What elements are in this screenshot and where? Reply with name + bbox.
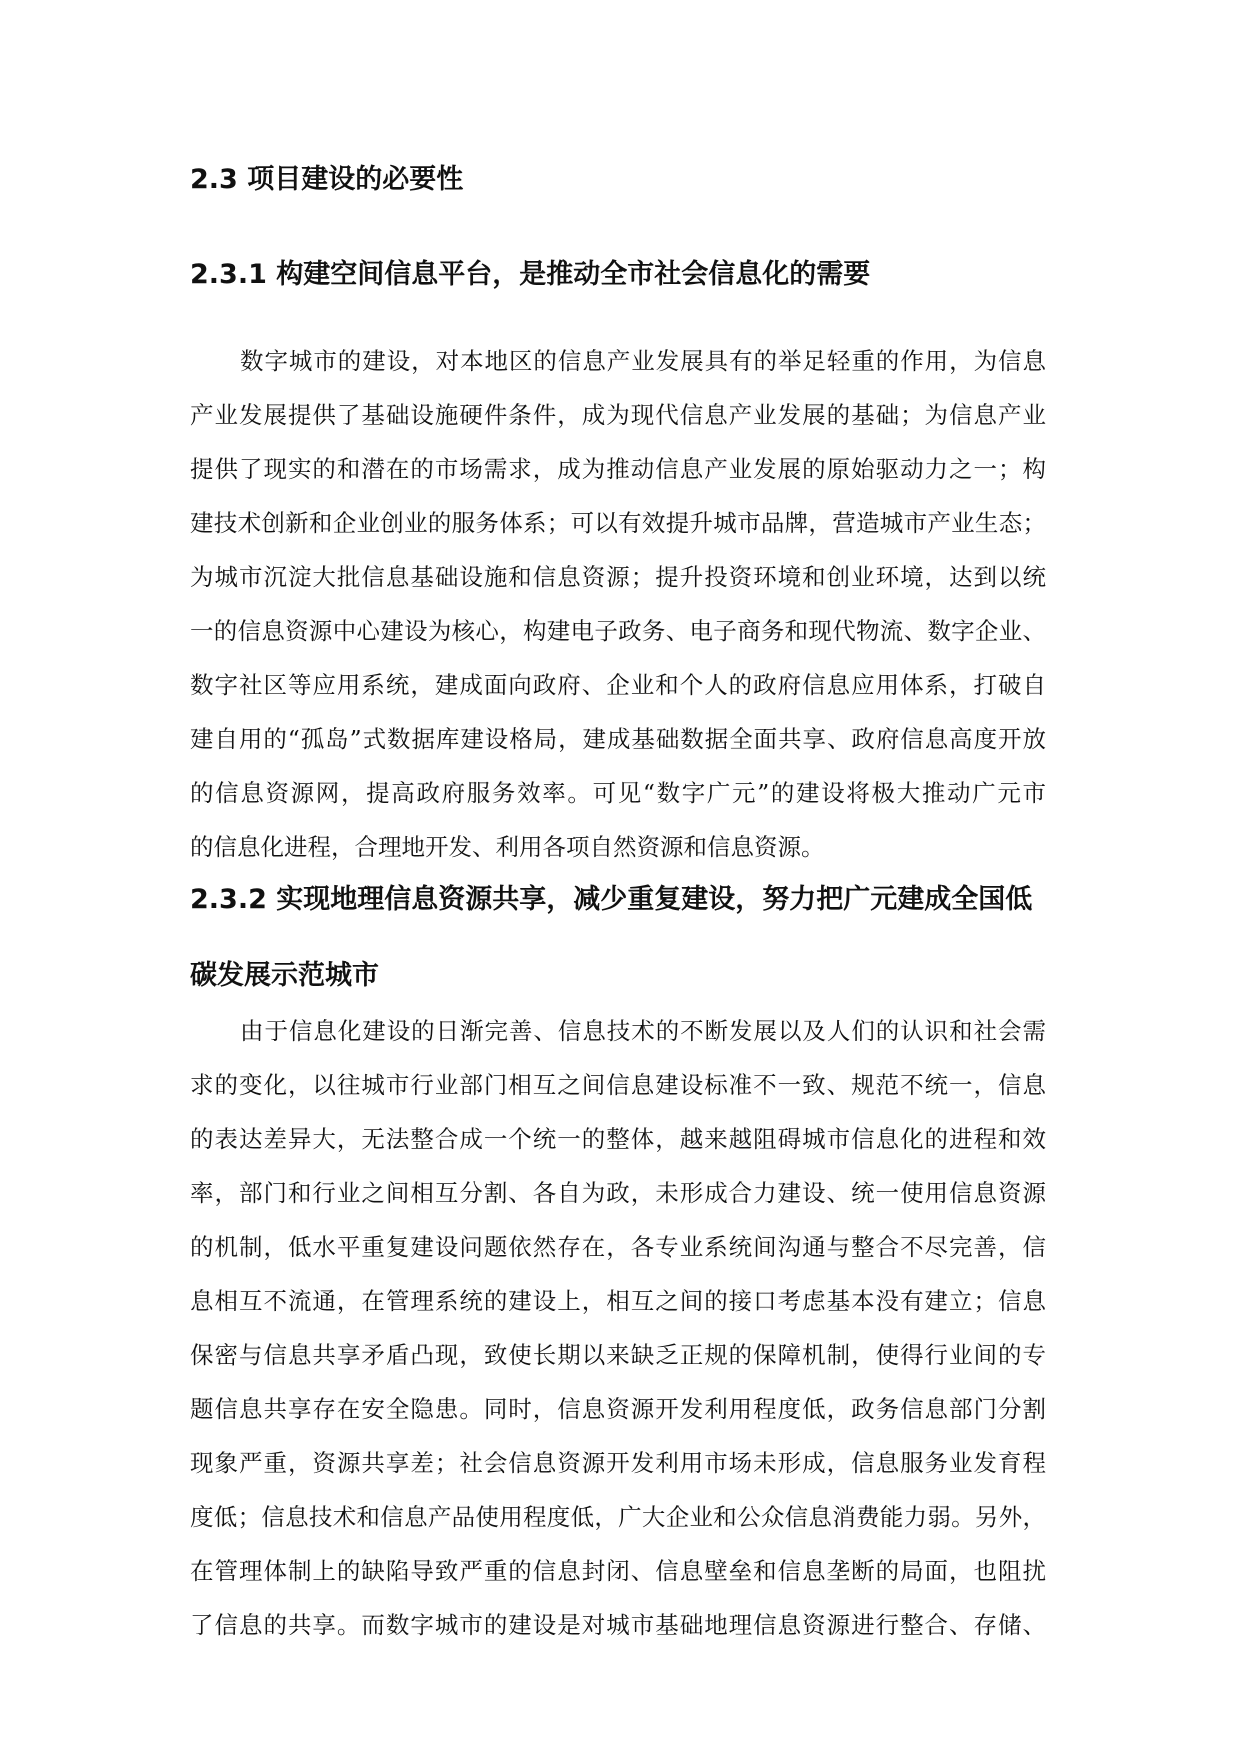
paragraph-line: 求的变化，以往城市行业部门相互之间信息建设标准不一致、规范不统一，信息: [190, 1071, 1046, 1099]
paragraph-line: 在管理体制上的缺陷导致严重的信息封闭、信息壁垒和信息垄断的局面，也阻扰: [190, 1557, 1046, 1585]
paragraph-line: 建自用的“孤岛”式数据库建设格局，建成基础数据全面共享、政府信息高度开放: [190, 725, 1046, 753]
paragraph-2-3-1: [190, 341, 1046, 881]
paragraph-line: 的机制，低水平重复建设问题依然存在，各专业系统间沟通与整合不尽完善，信: [190, 1233, 1046, 1261]
paragraph-line: 息相互不流通，在管理系统的建设上，相互之间的接口考虑基本没有建立；信息: [190, 1287, 1046, 1315]
section-heading-2-3-1: 2.3.1 构建空间信息平台，是推动全市社会信息化的需要: [190, 259, 871, 290]
paragraph-line: 建技术创新和企业创业的服务体系；可以有效提升城市品牌，营造城市产业生态；: [190, 509, 1046, 537]
paragraph-line: 率，部门和行业之间相互分割、各自为政，未形成合力建设、统一使用信息资源: [190, 1179, 1046, 1207]
paragraph-line: 度低；信息技术和信息产品使用程度低，广大企业和公众信息消费能力弱。另外，: [190, 1503, 1046, 1531]
paragraph-line: 数字城市的建设，对本地区的信息产业发展具有的举足轻重的作用，为信息: [240, 347, 1046, 375]
paragraph-line: 保密与信息共享矛盾凸现，致使长期以来缺乏正规的保障机制，使得行业间的专: [190, 1341, 1046, 1369]
paragraph-line: 产业发展提供了基础设施硬件条件，成为现代信息产业发展的基础；为信息产业: [190, 401, 1046, 429]
section-heading-2-3: 2.3 项目建设的必要性: [190, 164, 464, 195]
paragraph-line: 题信息共享存在安全隐患。同时，信息资源开发利用程度低，政务信息部门分割: [190, 1395, 1046, 1423]
paragraph-line: 现象严重，资源共享差；社会信息资源开发利用市场未形成，信息服务业发育程: [190, 1449, 1046, 1477]
paragraph-line: 的信息资源网，提高政府服务效率。可见“数字广元”的建设将极大推动广元市: [190, 779, 1046, 807]
paragraph-line: 数字社区等应用系统，建成面向政府、企业和个人的政府信息应用体系，打破自: [190, 671, 1046, 699]
paragraph-2-3-2: [190, 1011, 1046, 1659]
paragraph-line: 了信息的共享。而数字城市的建设是对城市基础地理信息资源进行整合、存储、: [190, 1611, 1046, 1639]
paragraph-line: 为城市沉淀大批信息基础设施和信息资源；提升投资环境和创业环境，达到以统: [190, 563, 1046, 591]
paragraph-line: 提供了现实的和潜在的市场需求，成为推动信息产业发展的原始驱动力之一；构: [190, 455, 1046, 483]
paragraph-line: 由于信息化建设的日渐完善、信息技术的不断发展以及人们的认识和社会需: [240, 1017, 1046, 1045]
section-heading-2-3-2: 2.3.2 实现地理信息资源共享，减少重复建设，努力把广元建成全国低碳发展示范城市: [190, 884, 1033, 991]
paragraph-line: 一的信息资源中心建设为核心，构建电子政务、电子商务和现代物流、数字企业、: [190, 617, 1046, 645]
paragraph-line: 的表达差异大，无法整合成一个统一的整体，越来越阻碍城市信息化的进程和效: [190, 1125, 1046, 1153]
paragraph-line: 的信息化进程，合理地开发、利用各项自然资源和信息资源。: [190, 833, 825, 861]
